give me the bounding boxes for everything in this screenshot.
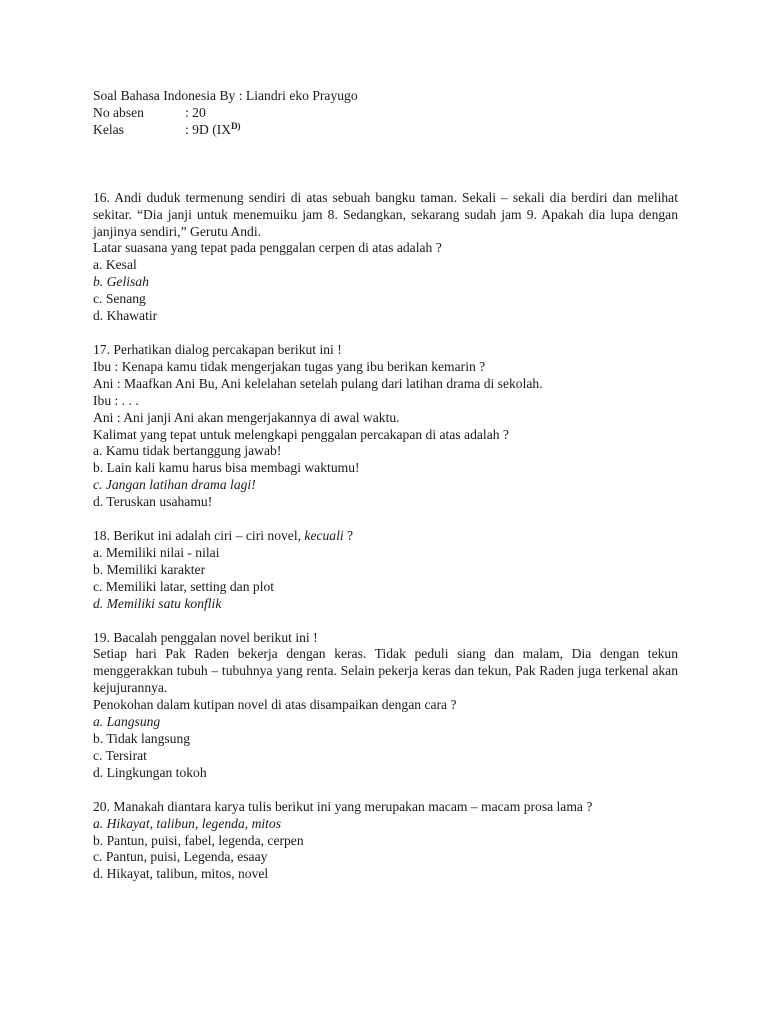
q17-option-a: a. Kamu tidak bertanggung jawab! — [93, 443, 282, 459]
q18-question-text: 18. Berikut ini adalah ciri – ciri novel, — [93, 528, 305, 544]
q20-option-d: d. Hikayat, talibun, mitos, novel — [93, 866, 269, 882]
q20-option-c: c. Pantun, puisi, Legenda, esaay — [93, 849, 268, 865]
q20-option-a: a. Hikayat, talibun, legenda, mitos — [93, 815, 282, 831]
q18-option-b: b. Memiliki karakter — [93, 561, 206, 577]
q19-question: Penokohan dalam kutipan novel di atas disampaikan dengan cara ? — [93, 697, 457, 713]
absen-label: No absen — [93, 104, 144, 120]
q18-question-emphasis: kecuali — [304, 528, 344, 544]
q19-passage: Setiap hari Pak Raden bekerja dengan keras. Tidak peduli siang dan malam, Dia dengan tekun menggerakkan tubuh – tubuhnya yang renta. Selain pekerja keras dan tekun, Pak Raden juga terkenal akan kejujurannya. — [93, 646, 678, 696]
q18-question — [93, 528, 678, 545]
q16-passage: 16. Andi duduk termenung sendiri di atas sebuah bangku taman. Sekali – sekali dia berdiri dan melihat sekitar. “Dia janji untuk menemuiku jam 8. Sedangkan, sekarang sudah jam 9. Apakah dia lupa dengan janjinya sendiri,” Gerutu Andi. — [93, 189, 678, 239]
kelas-label: Kelas — [93, 121, 124, 137]
q16-option-c: c. Senang — [93, 291, 146, 307]
q19-intro: 19. Bacalah penggalan novel berikut ini ! — [93, 629, 318, 645]
q20-question: 20. Manakah diantara karya tulis berikut ini yang merupakan macam – macam prosa lama ? — [93, 798, 593, 814]
q19-option-d: d. Lingkungan tokoh — [93, 764, 207, 780]
q17-option-b: b. Lain kali kamu harus bisa membagi waktumu! — [93, 460, 360, 476]
document-page — [93, 88, 678, 883]
q16-option-d: d. Khawatir — [93, 308, 158, 324]
q18-option-c: c. Memiliki latar, setting dan plot — [93, 578, 275, 594]
q17-dialog-2: Ani : Maafkan Ani Bu, Ani kelelahan setelah pulang dari latihan drama di sekolah. — [93, 375, 543, 391]
kelas-value-text: : 9D (IX — [185, 121, 232, 137]
q19-option-b: b. Tidak langsung — [93, 731, 191, 746]
q17-option-c: c. Jangan latihan drama lagi! — [93, 477, 256, 493]
q19-option-a: a. Langsung — [93, 714, 161, 730]
absen-row — [93, 105, 678, 122]
q17-option-d: d. Teruskan usahamu! — [93, 494, 213, 510]
kelas-value — [185, 122, 241, 139]
q18-option-a: a. Memiliki nilai - nilai — [93, 544, 220, 560]
q17-question: Kalimat yang tepat untuk melengkapi penggalan percakapan di atas adalah ? — [93, 426, 509, 442]
kelas-row — [93, 122, 678, 139]
absen-value: : 20 — [185, 104, 206, 120]
q17-dialog-1: Ibu : Kenapa kamu tidak mengerjakan tugas yang ibu berikan kemarin ? — [93, 358, 486, 374]
q17-intro: 17. Perhatikan dialog percakapan berikut ini ! — [93, 341, 342, 357]
q16-option-a: a. Kesal — [93, 257, 137, 273]
q16-question: Latar suasana yang tepat pada penggalan cerpen di atas adalah ? — [93, 240, 442, 256]
q17-dialog-4: Ani : Ani janji Ani akan mengerjakannya di awal waktu. — [93, 409, 400, 425]
q18-question-end: ? — [343, 528, 354, 544]
q16-option-b: b. Gelisah — [93, 274, 149, 290]
kelas-superscript: D) — [231, 120, 241, 131]
q17-dialog-3: Ibu : . . . — [93, 392, 139, 408]
q20-option-b: b. Pantun, puisi, fabel, legenda, cerpen — [93, 832, 304, 848]
q19-option-c: c. Tersirat — [93, 747, 147, 763]
q18-option-d: d. Memiliki satu konflik — [93, 595, 222, 611]
document-title: Soal Bahasa Indonesia By : Liandri eko Prayugo — [93, 88, 358, 103]
